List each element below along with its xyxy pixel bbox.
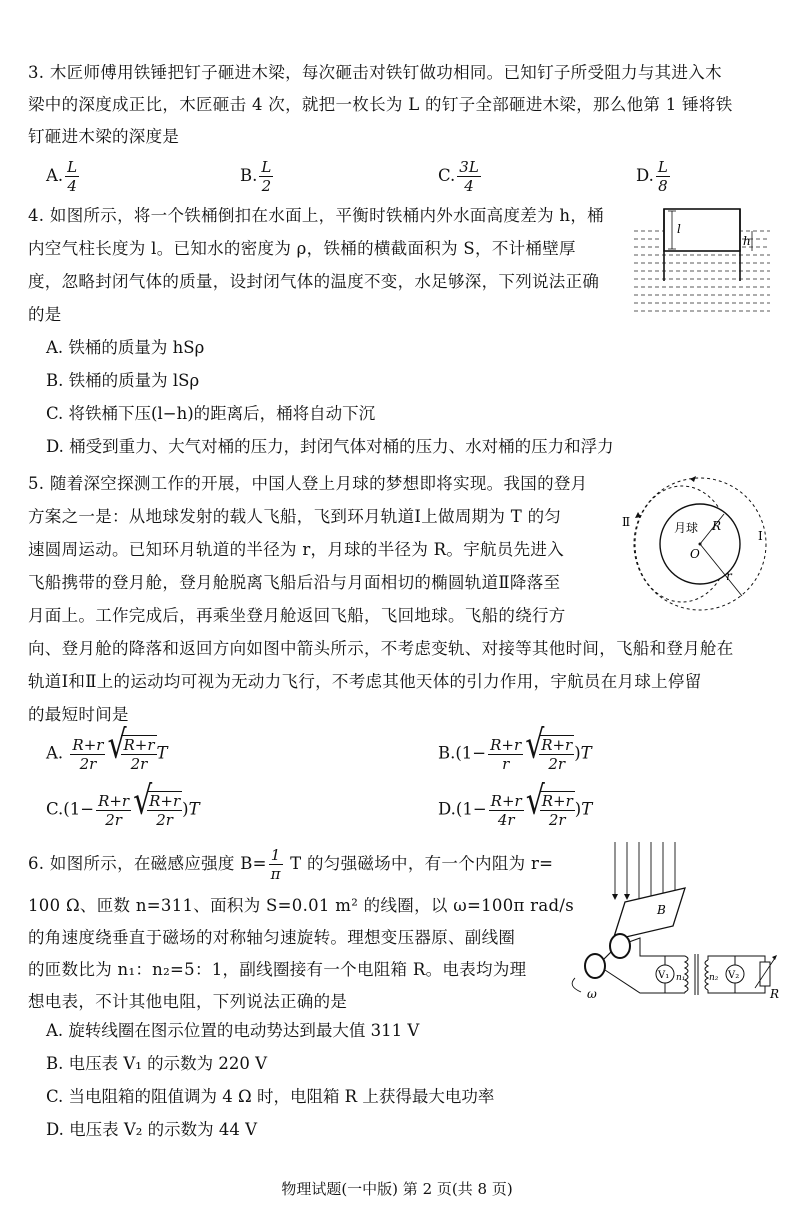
q3-option-d: D. $\frac{L}{8}$: [636, 158, 668, 195]
q5-option-a: A. $\frac{R+r}{2r}$ √ $\frac{R+r}{2r}$ T: [46, 735, 168, 773]
q6-option-a: A. 旋转线圈在图示位置的电动势达到最大值 311 V: [46, 1021, 420, 1040]
q3-option-c: C. $\frac{3L}{4}$: [438, 158, 479, 195]
page-footer: 物理试题(一中版) 第 2 页(共 8 页): [281, 1180, 513, 1198]
label-h: h: [743, 234, 751, 248]
q4-option-d: D. 桶受到重力、大气对桶的压力，封闭气体对桶的压力、水对桶的压力和浮力: [46, 437, 614, 456]
q4-line-4: 的是: [28, 305, 62, 324]
q4-option-c: C. 将铁桶下压(l−h)的距离后，桶将自动下沉: [46, 404, 376, 423]
q6-line-2: 100 Ω、匝数 n=311、面积为 S=0.01 m² 的线圈，以 ω=100π rad/s: [28, 896, 574, 915]
orbit-2-arrow-icon: [635, 512, 641, 518]
q6-line-1: 6. 如图所示，在磁感应强度 B= $\frac{1}{\pi}$ T 的匀强磁场中，有一个内阻为 r=: [28, 846, 554, 883]
q5-line-7: 轨道Ⅰ和Ⅱ上的运动均可视为无动力飞行，不考虑其他天体的引力作用，宇航员在月球上停留: [28, 672, 702, 691]
q5-option-b: B.(1− $\frac{R+r}{r}$ √ $\frac{R+r}{2r}$ )T: [438, 735, 592, 773]
q4-line-1: 4. 如图所示，将一个铁桶倒扣在水面上，平衡时铁桶内外水面高度差为 h，桶: [28, 206, 604, 225]
orbit-2-label: Ⅱ: [622, 515, 631, 529]
q6-line-3: 的角速度绕垂直于磁场的对称轴匀速旋转。理想变压器原、副线圈: [28, 928, 516, 947]
q6-option-b: B. 电压表 V₁ 的示数为 220 V: [46, 1054, 268, 1073]
q4-option-b: B. 铁桶的质量为 lSρ: [46, 371, 200, 390]
center-o-label: O: [690, 547, 700, 561]
q3-line-3: 钉砸进木梁的深度是: [28, 127, 180, 146]
omega-label: ω: [587, 987, 597, 1001]
field-B-label: B: [657, 903, 666, 917]
q4-option-a: A. 铁桶的质量为 hSρ: [46, 338, 205, 357]
n1-label: n₁: [676, 973, 686, 983]
q3-option-a: A. $\frac{L}{4}$: [46, 158, 78, 195]
q3-option-b: B. $\frac{L}{2}$: [240, 158, 272, 195]
label-l: l: [677, 222, 681, 236]
q5-option-c: C.(1− $\frac{R+r}{2r}$ √ $\frac{R+r}{2r}$ )T: [46, 791, 200, 829]
q6-option-c: C. 当电阻箱的阻值调为 4 Ω 时，电阻箱 R 上获得最大电功率: [46, 1087, 495, 1106]
radius-R-label: R: [712, 519, 722, 533]
generator-transformer-figure: [565, 838, 780, 1008]
q4-line-3: 度，忽略封闭气体的质量，设封闭气体的温度不变，水足够深，下列说法正确: [28, 272, 600, 291]
q4-line-2: 内空气柱长度为 l。已知水的密度为 ρ，铁桶的横截面积为 S，不计桶壁厚: [28, 239, 576, 258]
q5-line-3: 速圆周运动。已知环月轨道的半径为 r，月球的半径为 R。宇航员先进入: [28, 540, 565, 559]
q6-line-4: 的匝数比为 n₁：n₂=5：1，副线圈接有一个电阻箱 R。电表均为理: [28, 960, 527, 979]
bucket-figure: [632, 205, 772, 315]
orbit-1-arrow-icon: [690, 476, 696, 482]
resistor-R-label: R: [770, 987, 780, 1001]
q6-option-d: D. 电压表 V₂ 的示数为 44 V: [46, 1120, 258, 1139]
q5-line-8: 的最短时间是: [28, 705, 129, 724]
moon-orbit-figure: [620, 468, 770, 620]
voltmeter-v2: V₂: [728, 970, 740, 981]
q5-line-6: 向、登月舱的降落和返回方向如图中箭头所示，不考虑变轨、对接等其他时间，飞船和登月舱在: [28, 639, 734, 658]
q5-line-1: 5. 随着深空探测工作的开展，中国人登上月球的梦想即将实现。我国的登月: [28, 474, 588, 493]
q3-line-2: 梁中的深度成正比，木匠砸击 4 次，就把一枚长为 L 的钉子全部砸进木梁，那么他第 1 锤将铁: [28, 95, 733, 114]
q3-line-1: 3. 木匠师傅用铁锤把钉子砸进木梁，每次砸击对铁钉做功相同。已知钉子所受阻力与其进入木: [28, 63, 722, 82]
q5-line-4: 飞船携带的登月舱，登月舱脱离飞船后沿与月面相切的椭圆轨道Ⅱ降落至: [28, 573, 561, 592]
moon-label: 月球: [674, 521, 699, 535]
q6-line-5: 想电表，不计其他电阻，下列说法正确的是: [28, 992, 348, 1011]
orbit-1-label: Ⅰ: [758, 529, 763, 543]
voltmeter-v1: V₁: [658, 970, 670, 981]
radius-r-label: r: [726, 569, 732, 583]
n2-label: n₂: [709, 973, 719, 983]
q5-line-2: 方案之一是：从地球发射的载人飞船，飞到环月轨道Ⅰ上做周期为 T 的匀: [28, 507, 562, 526]
q5-option-d: D.(1− $\frac{R+r}{4r}$ √ $\frac{R+r}{2r}$ )T: [438, 791, 592, 829]
q5-line-5: 月面上。工作完成后，再乘坐登月舱返回飞船，飞回地球。飞船的绕行方: [28, 606, 566, 625]
